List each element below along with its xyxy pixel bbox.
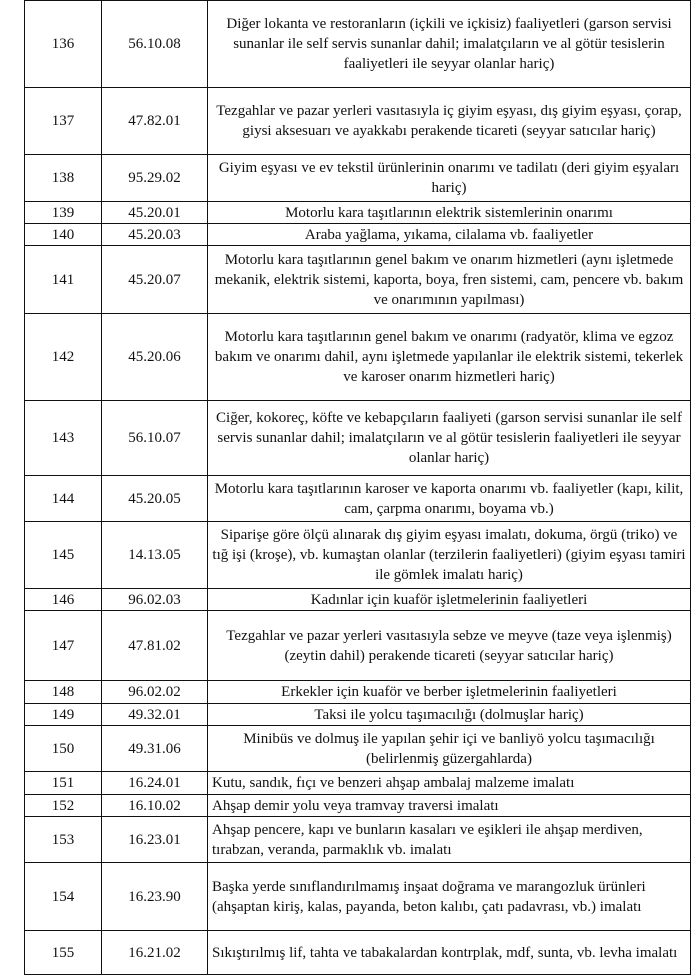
table-row (25, 202, 691, 224)
row-number: 143 (25, 401, 102, 476)
activity-code: 14.13.05 (102, 522, 208, 589)
row-number: 150 (25, 726, 102, 772)
table-row (25, 704, 691, 726)
table-row (25, 155, 691, 202)
activity-code: 45.20.05 (102, 476, 208, 522)
activity-code: 16.23.01 (102, 817, 208, 863)
activity-description: Kadınlar için kuaför işletmelerinin faaliyetleri (208, 589, 691, 611)
row-number: 152 (25, 795, 102, 817)
activity-description: Ahşap pencere, kapı ve bunların kasaları ve eşikleri ile ahşap merdiven, tırabzan, veranda, parmaklık vb. imalatı (208, 817, 691, 863)
table-row (25, 224, 691, 246)
row-number: 145 (25, 522, 102, 589)
row-number: 149 (25, 704, 102, 726)
table-row (25, 589, 691, 611)
table-row (25, 817, 691, 863)
activity-code: 45.20.01 (102, 202, 208, 224)
activity-description: Taksi ile yolcu taşımacılığı (dolmuşlar hariç) (208, 704, 691, 726)
row-number: 147 (25, 611, 102, 681)
table-row (25, 611, 691, 681)
row-number: 154 (25, 863, 102, 931)
table-row (25, 726, 691, 772)
activity-code: 47.81.02 (102, 611, 208, 681)
activity-description: Minibüs ve dolmuş ile yapılan şehir içi ve banliyö yolcu taşımacılığı (belirlenmiş güzergahlarda) (208, 726, 691, 772)
row-number: 139 (25, 202, 102, 224)
activity-description: Giyim eşyası ve ev tekstil ürünlerinin onarımı ve tadilatı (deri giyim eşyaları hariç) (208, 155, 691, 202)
table-row (25, 246, 691, 314)
activity-code: 95.29.02 (102, 155, 208, 202)
activity-description: Diğer lokanta ve restoranların (içkili ve içkisiz) faaliyetleri (garson servisi sunanlar ile self servis sunanlar dahil; imalatçıların ve al götür tesislerin faaliyetleri ile seyyar olanlar hariç) (208, 1, 691, 88)
activity-code: 56.10.08 (102, 1, 208, 88)
activity-description: Siparişe göre ölçü alınarak dış giyim eşyası imalatı, dokuma, örgü (triko) ve tığ işi (kroşe), vb. kumaştan olanlar (terzilerin faaliyetleri) (giyim eşyası tamiri ile gömlek imalatı hariç) (208, 522, 691, 589)
table-row (25, 522, 691, 589)
table-row (25, 681, 691, 704)
activity-description: Ahşap demir yolu veya tramvay traversi imalatı (208, 795, 691, 817)
row-number: 148 (25, 681, 102, 704)
activity-code-table (24, 0, 691, 975)
activity-description: Tezgahlar ve pazar yerleri vasıtasıyla iç giyim eşyası, dış giyim eşyası, çorap, giysi aksesuarı ve ayakkabı perakende ticareti (seyyar satıcılar hariç) (208, 88, 691, 155)
activity-description: Motorlu kara taşıtlarının karoser ve kaporta onarımı vb. faaliyetler (kapı, kilit, cam, çarpma onarımı, boyama vb.) (208, 476, 691, 522)
row-number: 137 (25, 88, 102, 155)
activity-code: 16.24.01 (102, 772, 208, 795)
activity-code: 16.10.02 (102, 795, 208, 817)
table-row (25, 88, 691, 155)
table-body (25, 1, 691, 975)
activity-code: 16.23.90 (102, 863, 208, 931)
activity-description: Araba yağlama, yıkama, cilalama vb. faaliyetler (208, 224, 691, 246)
activity-description: Motorlu kara taşıtlarının genel bakım ve onarımı (radyatör, klima ve egzoz bakım ve onarımı dahil, aynı işletmede yapılanlar ile elektrik sistemi, tekerlek ve karoser onarım hizmetleri hariç) (208, 314, 691, 401)
row-number: 141 (25, 246, 102, 314)
activity-code: 96.02.03 (102, 589, 208, 611)
activity-description: Sıkıştırılmış lif, tahta ve tabakalardan kontrplak, mdf, sunta, vb. levha imalatı (208, 931, 691, 975)
row-number: 138 (25, 155, 102, 202)
activity-code: 96.02.02 (102, 681, 208, 704)
activity-code: 16.21.02 (102, 931, 208, 975)
activity-code: 45.20.07 (102, 246, 208, 314)
row-number: 136 (25, 1, 102, 88)
row-number: 151 (25, 772, 102, 795)
activity-description: Ciğer, kokoreç, köfte ve kebapçıların faaliyeti (garson servisi sunanlar ile self servis sunanlar dahil; imalatçıların ve al götür tesislerin faaliyetleri ile seyyar olanlar hariç) (208, 401, 691, 476)
activity-code: 56.10.07 (102, 401, 208, 476)
activity-description: Motorlu kara taşıtlarının elektrik sistemlerinin onarımı (208, 202, 691, 224)
activity-description: Kutu, sandık, fıçı ve benzeri ahşap ambalaj malzeme imalatı (208, 772, 691, 795)
table-row (25, 863, 691, 931)
row-number: 155 (25, 931, 102, 975)
table-row (25, 795, 691, 817)
row-number: 144 (25, 476, 102, 522)
table-row (25, 931, 691, 975)
activity-code: 49.32.01 (102, 704, 208, 726)
row-number: 140 (25, 224, 102, 246)
row-number: 153 (25, 817, 102, 863)
table-row (25, 314, 691, 401)
table-row (25, 401, 691, 476)
activity-description: Tezgahlar ve pazar yerleri vasıtasıyla sebze ve meyve (taze veya işlenmiş) (zeytin dahil) perakende ticareti (seyyar satıcılar hariç) (208, 611, 691, 681)
table-row (25, 1, 691, 88)
row-number: 142 (25, 314, 102, 401)
activity-code: 45.20.03 (102, 224, 208, 246)
table-row (25, 772, 691, 795)
row-number: 146 (25, 589, 102, 611)
activity-description: Erkekler için kuaför ve berber işletmelerinin faaliyetleri (208, 681, 691, 704)
activity-description: Başka yerde sınıflandırılmamış inşaat doğrama ve marangozluk ürünleri (ahşaptan kiriş, kalas, payanda, beton kalıbı, çatı padavrası, vb.) imalatı (208, 863, 691, 931)
table-row (25, 476, 691, 522)
activity-description: Motorlu kara taşıtlarının genel bakım ve onarım hizmetleri (aynı işletmede mekanik, elektrik sistemi, kaporta, boya, fren sistemi, cam, pencere vb. bakım ve onarımının yapılması) (208, 246, 691, 314)
activity-code: 49.31.06 (102, 726, 208, 772)
activity-code: 45.20.06 (102, 314, 208, 401)
activity-code: 47.82.01 (102, 88, 208, 155)
